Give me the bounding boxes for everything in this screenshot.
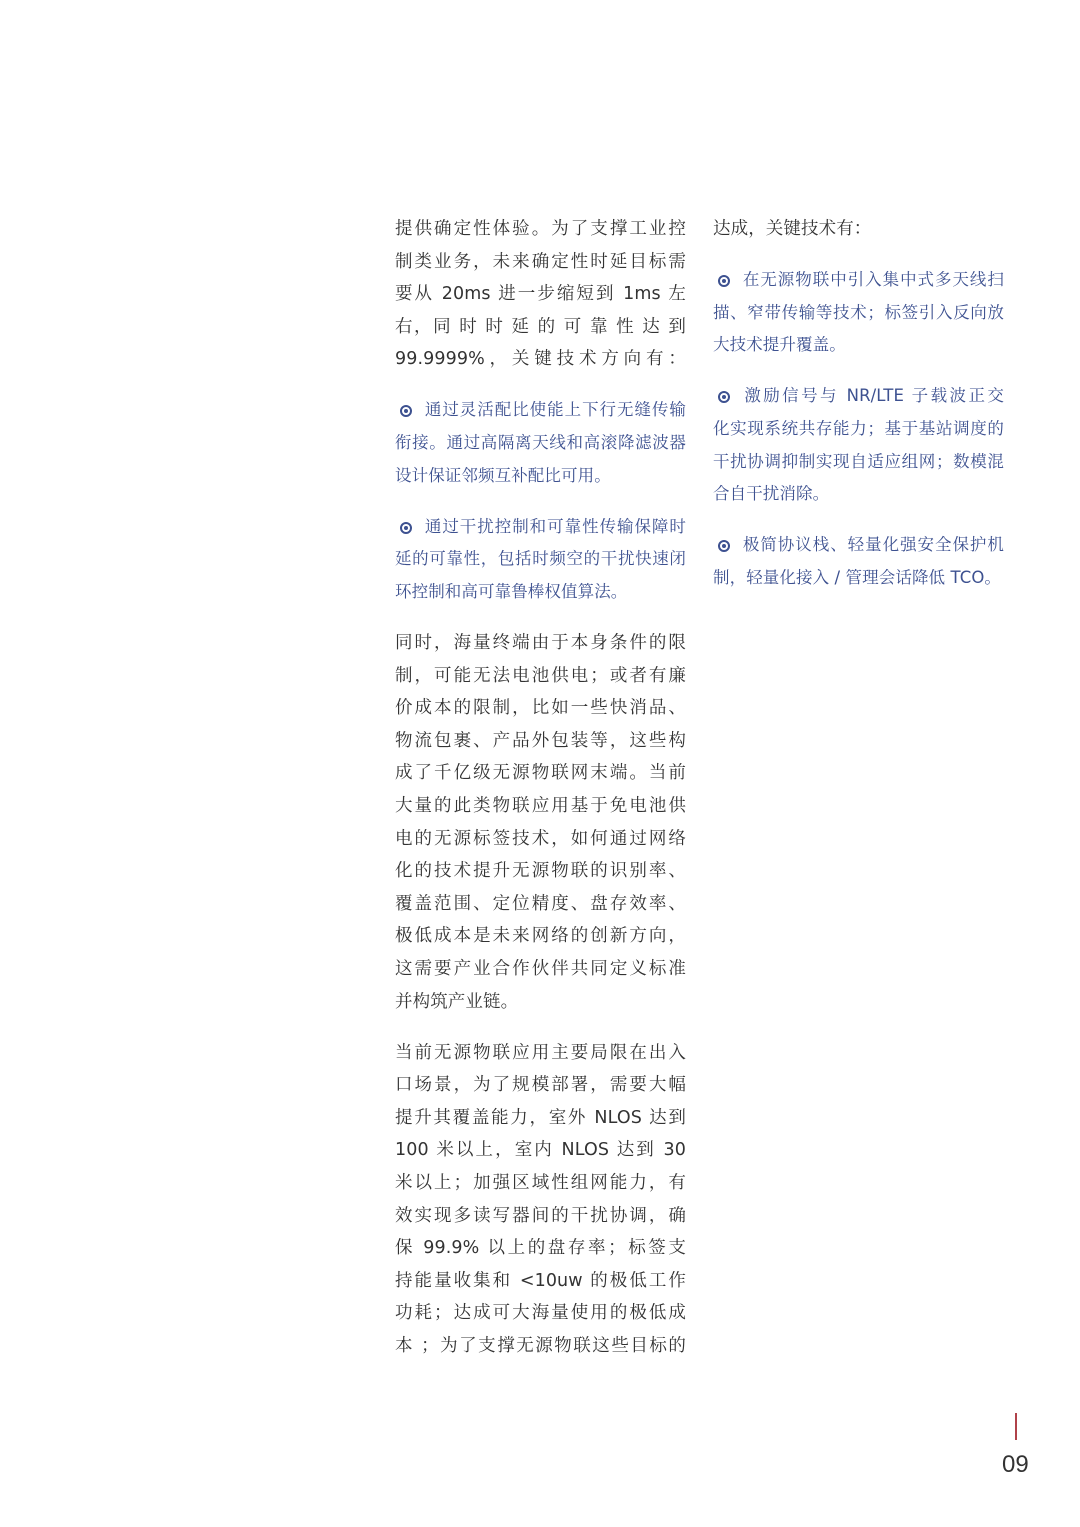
text-line	[713, 562, 1004, 595]
text-line	[395, 311, 686, 344]
text-line	[395, 1102, 686, 1135]
text-line	[395, 1037, 686, 1070]
paragraph	[395, 213, 686, 376]
text-line	[713, 329, 1004, 362]
text-line-content: 延的可靠性，包括时频空的干扰快速闭	[395, 549, 686, 569]
text-line-content: 覆盖范围、定位精度、盘存效率、	[395, 893, 686, 914]
text-line-content: 本 ；为了支撑无源物联这些目标的	[395, 1336, 686, 1356]
text-line-content: 提升其覆盖能力，室外 NLOS 达到	[395, 1107, 686, 1128]
text-line-content: 通过干扰控制和可靠性传输保障时	[424, 516, 686, 536]
text-line-content: 化实现系统共存能力；基于基站调度的	[713, 418, 1004, 438]
text-line	[395, 1330, 686, 1363]
text-line	[395, 427, 686, 460]
text-line	[395, 1167, 686, 1200]
text-line-content: 成了千亿级无源物联网末端。当前	[395, 763, 686, 784]
text-line	[395, 888, 686, 921]
left-column	[395, 213, 686, 1381]
text-line	[713, 446, 1004, 479]
text-line	[395, 757, 686, 790]
text-line-content: 并构筑产业链。	[395, 991, 519, 1012]
text-line-content: 极低成本是未来网络的创新方向，	[395, 926, 686, 947]
radio-bullet-icon	[400, 405, 412, 417]
text-line	[395, 1232, 686, 1265]
text-line	[395, 660, 686, 693]
text-line	[713, 529, 1004, 562]
text-line-content: 口场景，为了规模部署，需要大幅	[395, 1075, 686, 1096]
text-line-content: 右，同 时 时 延 的 可 靠 性 达 到	[395, 316, 686, 337]
text-line	[395, 986, 686, 1019]
text-line-content: 合自干扰消除。	[713, 484, 830, 504]
text-line-content: 制，可能无法电池供电；或者有廉	[395, 665, 686, 686]
text-line	[395, 1069, 686, 1102]
text-line	[713, 413, 1004, 446]
text-line	[395, 511, 686, 544]
text-line-content: 环控制和高可靠鲁棒权值算法。	[395, 581, 628, 601]
text-line-content: 功耗；达成可大海量使用的极低成	[395, 1303, 686, 1324]
text-line	[395, 790, 686, 823]
text-line-content: 设计保证邻频互补配比可用。	[395, 465, 611, 485]
text-line	[395, 246, 686, 279]
text-line	[395, 394, 686, 427]
paragraph	[395, 627, 686, 1018]
right-column	[713, 213, 1004, 613]
text-line	[395, 953, 686, 986]
text-line-content: 大量的此类物联应用基于免电池供	[395, 796, 686, 816]
radio-bullet-icon	[718, 391, 730, 403]
text-line	[713, 478, 1004, 511]
text-line	[395, 920, 686, 953]
text-line-content: 同时，海量终端由于本身条件的限	[395, 633, 686, 654]
text-line-content: 干扰协调抑制实现自适应组网；数模混	[713, 451, 1004, 471]
text-line-content: 效实现多读写器间的干扰协调，确	[395, 1205, 686, 1226]
text-line-content: 100 米以上，室内 NLOS 达到 30	[395, 1140, 686, 1161]
text-line	[395, 460, 686, 493]
text-line-content: 这需要产业合作伙伴共同定义标准	[395, 958, 686, 979]
text-line-content: 通过灵活配比使能上下行无缝传输	[424, 400, 686, 420]
paragraph	[713, 213, 1004, 246]
text-line-content: 物流包裹、产品外包装等，这些构	[395, 730, 686, 751]
bullet-item	[395, 511, 686, 609]
text-line-content: 达成，关键技术有：	[713, 219, 872, 239]
bullet-item	[713, 380, 1004, 510]
text-line-content: 99.9999%，关键技术方向有：	[395, 349, 686, 370]
text-line-content: 电的无源标签技术，如何通过网络	[395, 828, 686, 849]
bullet-item	[713, 264, 1004, 362]
text-line	[395, 1297, 686, 1330]
text-line	[395, 576, 686, 609]
text-line	[395, 1265, 686, 1298]
text-line	[713, 213, 1004, 246]
bullet-item	[395, 394, 686, 492]
text-line	[713, 297, 1004, 330]
text-line-content: 要从 20ms 进一步缩短到 1ms 左	[395, 284, 686, 305]
text-line-content: 米以上；加强区域性组网能力，有	[395, 1173, 686, 1194]
text-line-content: 激励信号与 NR/LTE 子载波正交	[742, 386, 1004, 406]
paragraph	[395, 1037, 686, 1363]
text-line	[395, 823, 686, 856]
radio-bullet-icon	[718, 275, 730, 287]
text-line-content: 衔接。通过高隔离天线和高滚降滤波器	[395, 433, 686, 453]
text-line-content: 持能量收集和 <10uw 的极低工作	[395, 1270, 686, 1291]
text-line-content: 制类业务，未来确定性时延目标需	[395, 251, 686, 272]
text-line-content: 大技术提升覆盖。	[713, 335, 846, 355]
text-line-content: 价成本的限制，比如一些快消品、	[395, 698, 686, 719]
text-line-content: 描、窄带传输等技术；标签引入反向放	[713, 302, 1004, 322]
text-line	[713, 264, 1004, 297]
page-number: 09	[1002, 1451, 1029, 1478]
text-line	[395, 1134, 686, 1167]
text-line-content: 极简协议栈、轻量化强安全保护机	[742, 535, 1004, 555]
text-line	[395, 725, 686, 758]
text-line	[395, 855, 686, 888]
radio-bullet-icon	[400, 522, 412, 534]
text-line	[395, 343, 686, 376]
text-line-content: 在无源物联中引入集中式多天线扫	[742, 270, 1004, 290]
text-line-content: 提供确定性体验。为了支撑工业控	[395, 219, 686, 239]
text-line-content: 化的技术提升无源物联的识别率、	[395, 861, 686, 882]
bullet-item	[713, 529, 1004, 594]
text-line-content: 制，轻量化接入 / 管理会话降低 TCO。	[713, 567, 1002, 587]
text-line	[395, 627, 686, 660]
text-line	[395, 543, 686, 576]
radio-bullet-icon	[718, 540, 730, 552]
text-line	[395, 692, 686, 725]
text-line	[395, 278, 686, 311]
text-line	[395, 1200, 686, 1233]
text-line-content: 保 99.9% 以上的盘存率；标签支	[395, 1238, 686, 1259]
page-marker-line	[1015, 1413, 1017, 1440]
text-line	[395, 213, 686, 246]
text-line-content: 当前无源物联应用主要局限在出入	[395, 1042, 686, 1063]
text-line	[713, 380, 1004, 413]
